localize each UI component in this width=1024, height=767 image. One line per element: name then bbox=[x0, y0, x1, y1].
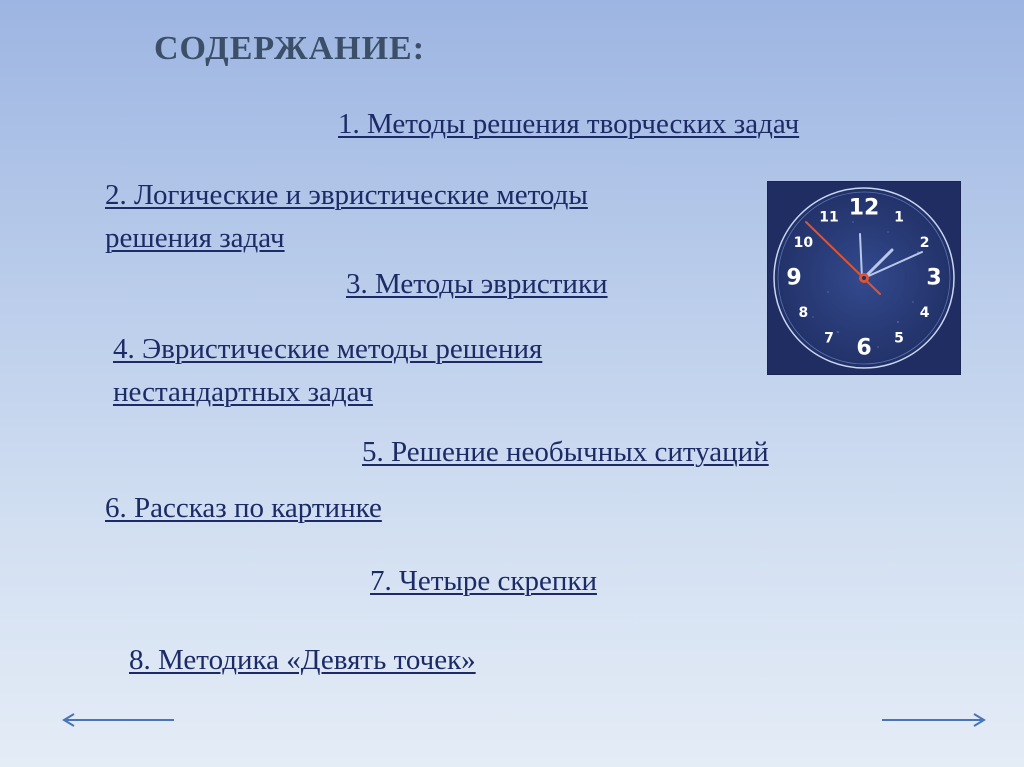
clock-numeral: 1 bbox=[894, 209, 904, 226]
menu-item-label: 5. Решение необычных ситуаций bbox=[362, 436, 769, 468]
menu-item-picture-story[interactable] bbox=[105, 487, 382, 530]
menu-item-label: 4. Эвристические методы решения bbox=[113, 333, 543, 365]
menu-item-unusual-situations[interactable] bbox=[362, 431, 769, 474]
arrow-right-icon bbox=[880, 708, 990, 732]
menu-item-label: 2. Логические и эвристические методы bbox=[105, 179, 588, 211]
menu-item-label: 6. Рассказ по картинке bbox=[105, 492, 382, 524]
menu-item-label: 7. Четыре скрепки bbox=[370, 565, 597, 597]
page-title: СОДЕРЖАНИЕ: bbox=[154, 30, 426, 67]
clock-numeral: 9 bbox=[786, 265, 802, 291]
menu-item-label: 1. Методы решения творческих задач bbox=[338, 108, 800, 140]
menu-item-creative-methods[interactable] bbox=[338, 103, 799, 146]
menu-item-nonstandard[interactable] bbox=[113, 328, 542, 414]
arrow-left-icon bbox=[60, 708, 178, 732]
clock-numeral: 7 bbox=[824, 330, 834, 347]
menu-item-four-paperclips[interactable] bbox=[370, 560, 597, 603]
menu-item-heuristics[interactable] bbox=[346, 263, 608, 306]
clock-numeral: 10 bbox=[793, 235, 814, 251]
clock-numeral: 11 bbox=[819, 209, 839, 226]
menu-item-nine-dots[interactable] bbox=[129, 639, 476, 682]
menu-item-label: 3. Методы эвристики bbox=[346, 268, 608, 300]
menu-item-label: 8. Методика «Девять точек» bbox=[129, 644, 476, 676]
menu-item-logical-heuristic[interactable] bbox=[105, 174, 588, 260]
menu-item-label: решения задач bbox=[105, 222, 285, 254]
clock-numeral: 12 bbox=[848, 195, 880, 221]
prev-slide-button[interactable] bbox=[60, 708, 178, 732]
clock-numeral: 5 bbox=[894, 330, 904, 347]
next-slide-button[interactable] bbox=[880, 708, 990, 732]
clock-numeral: 6 bbox=[856, 335, 872, 361]
clock-numeral: 4 bbox=[919, 305, 930, 321]
clock-icon bbox=[768, 182, 960, 374]
clock-numeral: 3 bbox=[926, 265, 942, 291]
menu-item-label: нестандартных задач bbox=[113, 376, 373, 408]
clock-numeral: 2 bbox=[919, 235, 930, 251]
clock-numeral: 8 bbox=[798, 305, 809, 321]
